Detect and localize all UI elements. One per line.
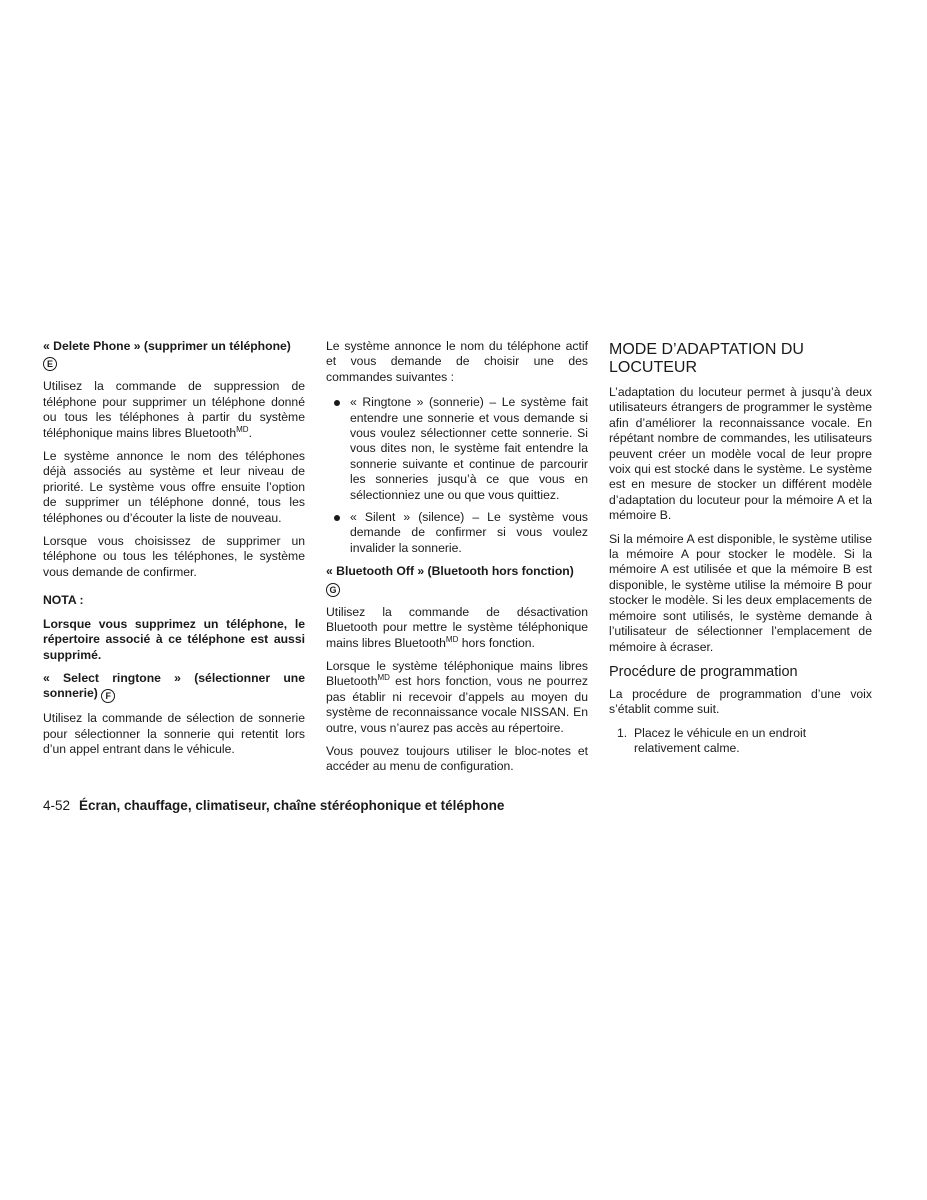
section-heading-delete-phone: « Delete Phone » (supprimer un téléphone) E [43,339,291,370]
command-list [326,395,588,556]
column-right [609,339,872,757]
paragraph: Si la mémoire A est disponible, le système utilise la mémoire A pour stocker le modèle. Si la mémoire A est utilisée et que la mémoire B est disponible, le système utilise la mémoire B pour stocker le modèle. Si les deux emplacements de mémoire sont utilisés, le système demande à l’utilisateur de sélectionner l’emplacement de mémoire à écraser. [609,531,872,654]
marker-f-icon: F [101,689,115,703]
section-heading-select-ringtone: « Select ringtone » (sélectionner une sonnerie) F [43,670,305,702]
marker-g-icon: G [326,583,340,597]
paragraph: Utilisez la commande de désactivation Bluetooth pour mettre le système téléphonique mains libres Bluetooth$^{MD}$ hors fonction. [326,604,588,650]
paragraph: Le système annonce le nom du téléphone actif et vous demande de choisir une des commandes suivantes : [326,339,588,384]
bullet-icon [334,515,340,521]
paragraph: La procédure de programmation d’une voix s’établit comme suit. [609,686,872,717]
list-item: 1. Placez le véhicule en un endroit relativement calme. [617,725,807,756]
paragraph: L’adaptation du locuteur permet à jusqu’à deux utilisateurs étrangers de programmer le système afin d’améliorer la reconnaissance vocale. En répétant nombre de commandes, les utilisateurs peuvent créer un modèle vocal de leur propre voix qui est stocké dans le système. Le système est en mesure de stocker un différent modèle d’adaptation du locuteur pour la mémoire A et la mémoire B. [609,385,872,523]
list-item: « Silent » (silence) – Le système vous demande de confirmer si vous voulez invalider la sonnerie. [326,510,588,556]
subheading-programming: Procédure de programmation [609,663,798,680]
bullet-icon [334,400,340,406]
column-middle [326,339,588,783]
column-left [43,339,305,766]
section-heading-speaker-adaptation: MODE D’ADAPTATION DU LOCUTEUR [609,341,804,376]
nota-text: Lorsque vous supprimez un téléphone, le répertoire associé à ce téléphone est aussi supprimé. [43,616,305,662]
page-footer [43,798,504,813]
paragraph: Utilisez la commande de sélection de sonnerie pour sélectionner la sonnerie qui retentit lors d’un appel entrant dans le véhicule. [43,711,305,757]
paragraph: Vous pouvez toujours utiliser le bloc-notes et accéder au menu de configuration. [326,743,588,774]
nota-label: NOTA : [43,593,84,608]
steps-list [609,726,872,757]
chapter-title: Écran, chauffage, climatiseur, chaîne stéréophonique et téléphone [79,798,505,813]
paragraph: Le système annonce le nom des téléphones déjà associés au système et leur niveau de priorité. Le système vous offre ensuite l’option de supprimer un téléphone donné, tous les téléphones ou d’écouter la liste de nouveau. [43,449,305,525]
paragraph: Utilisez la commande de suppression de téléphone pour supprimer un téléphone donné ou tous les téléphones à partir du système téléphonique mains libres Bluetooth$^{MD}$. [43,379,305,440]
page-number: 4-52 [43,798,71,813]
list-item: « Ringtone » (sonnerie) – Le système fait entendre une sonnerie et vous demande si vous voulez sélectionner cette sonnerie. Si vous dites non, le système fait entendre la sonnerie suivante et continue de parcourir les sonneries jusqu’à ce que vous en sélectionniez une ou que vous quittiez. [326,395,588,503]
section-heading-bluetooth-off: « Bluetooth Off » (Bluetooth hors fonction) G [326,564,574,595]
paragraph: Lorsque vous choisissez de supprimer un téléphone ou tous les téléphones, le système vous demande de confirmer. [43,534,305,579]
marker-e-icon: E [43,357,57,371]
paragraph: Lorsque le système téléphonique mains libres Bluetooth$^{MD}$ est hors fonction, vous ne pourrez pas établir ni recevoir d’appels au moyen du système de reconnaissance vocale NISSAN. En outre, vous n’aurez pas accès au répertoire. [326,658,588,735]
